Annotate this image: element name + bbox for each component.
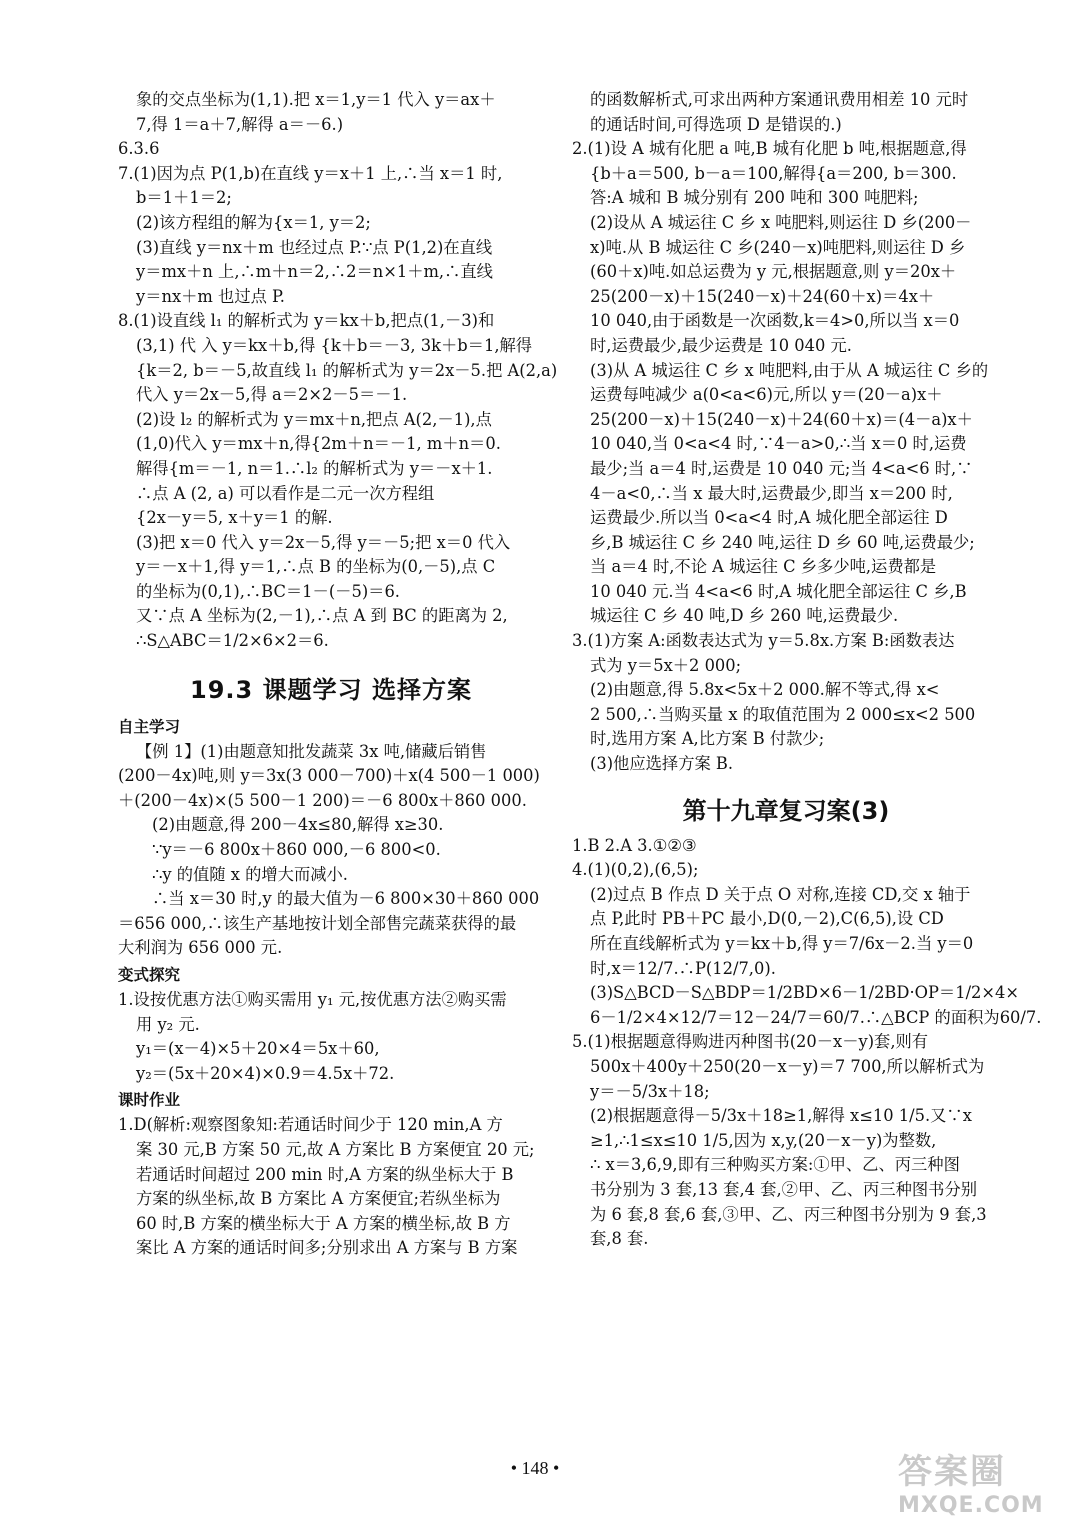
text-line: {k＝2, b＝－5,故直线 l₁ 的解析式为 y＝2x－5.把 A(2,a) — [136, 360, 558, 380]
text-line: y＝－5/3x＋18; — [590, 1081, 710, 1101]
page-number: • 148 • — [510, 1458, 560, 1478]
text-line: 10 040,当 0<a<4 时,∵4－a>0,∴当 x＝0 时,运费 — [590, 434, 967, 454]
text-line: (2)过点 B 作点 D 关于点 O 对称,连接 CD,交 x 轴于 — [590, 884, 971, 904]
text-line: 大利润为 656 000 元. — [118, 938, 283, 958]
text-line: 【例 1】(1)由题意知批发蔬菜 3x 吨,储藏后销售 — [136, 741, 487, 761]
text-line: ∵y＝－6 800x＋860 000,－6 800<0. — [152, 840, 441, 860]
left-lines-a — [118, 88, 558, 654]
text-line: {2x－y＝5, x＋y＝1 的解. — [136, 508, 333, 528]
text-line: 1.设按优惠方法①购买需用 y₁ 元,按优惠方法②购买需 — [118, 990, 507, 1009]
text-line: 运费每吨减少 a(0<a<6)元,所以 y＝(20－a)x＋ — [590, 385, 943, 405]
text-line: y＝nx＋m 也过点 P. — [136, 286, 285, 306]
text-line: 6.3.6 — [118, 139, 160, 159]
right-column — [572, 88, 1042, 1252]
text-line: 用 y₂ 元. — [136, 1014, 200, 1034]
text-line: 的函数解析式,可求出两种方案通讯费用相差 10 元时 — [590, 90, 969, 109]
subheading-homework: 课时作业 — [118, 1091, 181, 1110]
text-line: 书分别为 3 套,13 套,4 套,②甲、乙、丙三种图书分别 — [590, 1179, 978, 1199]
text-line: (2)由题意,得 200－4x≤80,解得 x≥30. — [152, 815, 444, 835]
text-line: 最少;当 a＝4 时,运费是 10 040 元;当 4<a<6 时,∵ — [590, 458, 973, 478]
section-title-review: 第十九章复习案(3) — [682, 796, 890, 825]
text-line: 500x＋400y＋250(20－x－y)＝7 700,所以解析式为 — [590, 1056, 985, 1076]
text-line: 1.B 2.A 3.①②③ — [572, 835, 697, 855]
left-lines-c — [118, 988, 544, 1086]
text-line: 60 时,B 方案的横坐标大于 A 方案的横坐标,故 B 方 — [136, 1213, 511, 1233]
text-line: y₁＝(x－4)×5＋20×4＝5x＋60, — [136, 1039, 380, 1059]
text-line: 当 a＝4 时,不论 A 城运往 C 乡多少吨,运费都是 — [590, 557, 937, 577]
text-line: 6－1/2×4×12/7＝12－24/7＝60/7.∴△BCP 的面积为60/7. — [590, 1007, 1042, 1027]
text-line: (2)设 l₂ 的解析式为 y＝mx＋n,把点 A(2,－1),点 — [136, 409, 492, 429]
text-line: 又∵点 A 坐标为(2,－1),∴点 A 到 BC 的距离为 2, — [136, 606, 508, 626]
text-line: (3)他应选择方案 B. — [590, 754, 734, 774]
text-line: 乡,B 城运往 C 乡 240 吨,运往 D 乡 60 吨,运费最少; — [590, 532, 975, 552]
text-line: 10 040 元.当 4<a<6 时,A 城化肥全部运往 C 乡,B — [590, 581, 967, 601]
text-line: ∴点 A (2, a) 可以看作是二元一次方程组 — [136, 483, 435, 503]
watermark-text: 答案圈 — [898, 1452, 1006, 1492]
text-line: 7,得 1＝a＋7,解得 a＝－6.) — [136, 114, 344, 134]
left-lines-d — [118, 1113, 544, 1261]
subheading-variation: 变式探究 — [118, 966, 181, 984]
watermark-logo — [898, 1450, 1058, 1530]
text-line: 若通话时间超过 200 min 时,A 方案的纵坐标大于 B — [136, 1164, 514, 1184]
text-line: 7.(1)因为点 P(1,b)在直线 y＝x＋1 上,∴当 x＝1 时, — [118, 163, 503, 183]
text-line: 3.(1)方案 A:函数表达式为 y＝5.8x.方案 B:函数表达 — [572, 631, 955, 651]
text-line: 案 30 元,B 方案 50 元,故 A 方案比 B 方案便宜 20 元; — [136, 1139, 535, 1159]
text-line: 2 500,∴当购买量 x 的取值范围为 2 000≤x<2 500 — [590, 704, 976, 724]
watermark-domain: MXQE.COM — [898, 1493, 1044, 1518]
text-line: 运费最少.所以当 0<a<4 时,A 城化肥全部运往 D — [590, 508, 948, 528]
text-line: (2)设从 A 城运往 C 乡 x 吨肥料,则运往 D 乡(200－ — [590, 212, 972, 232]
text-line: 5.(1)根据题意得购进丙种图书(20－x－y)套,则有 — [572, 1032, 929, 1052]
right-lines-b — [572, 834, 1042, 1252]
text-line: 4－a<0,∴当 x 最大时,运费最少,即当 x＝200 时, — [590, 483, 953, 503]
text-line: (200－4x)吨,则 y＝3x(3 000－700)＋x(4 500－1 000) — [118, 766, 540, 786]
text-line: (60＋x)吨.如总运费为 y 元,根据题意,则 y＝20x＋ — [590, 262, 957, 282]
text-line: 时,x＝12/7.∴P(12/7,0). — [590, 958, 776, 978]
text-line: 时,选用方案 A,比方案 B 付款少; — [590, 729, 825, 749]
text-line: 2.(1)设 A 城有化肥 a 吨,B 城有化肥 b 吨,根据题意,得 — [572, 139, 967, 159]
text-line: 所在直线解析式为 y＝kx＋b,得 y＝7/6x－2.当 y＝0 — [590, 934, 974, 953]
text-line: ∴y 的值随 x 的增大而减小. — [152, 864, 348, 884]
text-line: 8.(1)设直线 l₁ 的解析式为 y＝kx＋b,把点(1,－3)和 — [118, 311, 495, 331]
text-line: 时,运费最少,最少运费是 10 040 元. — [590, 335, 852, 355]
text-line: ＝656 000,∴该生产基地按计划全部售完蔬菜获得的最 — [118, 913, 517, 933]
text-line: y＝－x＋1,得 y＝1,∴点 B 的坐标为(0,－5),点 C — [136, 557, 496, 577]
text-line: 方案的纵坐标,故 B 方案比 A 方案便宜;若纵坐标为 — [136, 1189, 501, 1209]
text-line: 城运往 C 乡 40 吨,D 乡 260 吨,运费最少. — [590, 606, 899, 626]
text-line: (1,0)代入 y＝mx＋n,得{2m＋n＝－1, m＋n＝0. — [136, 434, 501, 454]
left-lines-b — [118, 740, 544, 961]
text-line: y＝mx＋n 上,∴m＋n＝2,∴2＝n×1＋m,∴直线 — [136, 262, 493, 282]
subheading-self-study: 自主学习 — [118, 717, 181, 736]
text-line: (3)从 A 城运往 C 乡 x 吨肥料,由于从 A 城运往 C 乡的 — [590, 360, 989, 380]
text-line: 案比 A 方案的通话时间多;分别求出 A 方案与 B 方案 — [136, 1238, 518, 1258]
text-line: 代入 y＝2x－5,得 a＝2×2－5＝－1. — [136, 385, 408, 405]
text-line: 25(200－x)＋15(240－x)＋24(60＋x)＝(4－a)x＋ — [590, 409, 973, 429]
text-line: 象的交点坐标为(1,1).把 x＝1,y＝1 代入 y＝ax＋ — [136, 90, 496, 109]
text-line: (3)把 x＝0 代入 y＝2x－5,得 y＝－5;把 x＝0 代入 — [136, 532, 511, 552]
text-line: (2)由题意,得 5.8x<5x＋2 000.解不等式,得 x< — [590, 680, 940, 700]
left-column — [118, 88, 558, 1261]
text-line: b＝1＋1＝2; — [136, 188, 232, 208]
text-line: (2)该方程组的解为{x＝1, y＝2; — [136, 212, 371, 232]
text-line: (2)根据题意得－5/3x＋18≥1,解得 x≤10 1/5.又∵x — [590, 1106, 972, 1126]
text-line: 式为 y＝5x＋2 000; — [590, 655, 742, 675]
text-line: 为 6 套,8 套,6 套,③甲、乙、丙三种图书分别为 9 套,3 — [590, 1204, 987, 1224]
text-line: ＋(200－4x)×(5 500－1 200)＝－6 800x＋860 000. — [118, 790, 527, 810]
text-line: y₂＝(5x＋20×4)×0.9＝4.5x＋72. — [136, 1063, 395, 1083]
text-line: 套,8 套. — [590, 1229, 649, 1249]
text-line: (3)直线 y＝nx＋m 也经过点 P.∵点 P(1,2)在直线 — [136, 237, 493, 257]
text-line: ≥1,∴1≤x≤10 1/5,因为 x,y,(20－x－y)为整数, — [590, 1130, 937, 1150]
text-line: ∴ x＝3,6,9,即有三种购买方案:①甲、乙、丙三种图 — [590, 1155, 960, 1175]
text-line: 点 P,此时 PB＋PC 最小,D(0,－2),C(6,5),设 CD — [590, 909, 944, 929]
text-line: (3,1) 代 入 y＝kx＋b,得 {k＋b＝－3, 3k＋b＝1,解得 — [136, 335, 533, 355]
text-line: (3)S△BCD－S△BDP＝1/2BD×6－1/2BD·OP＝1/2×4× — [590, 983, 1020, 1003]
text-line: 解得{m＝－1, n＝1.∴l₂ 的解析式为 y＝－x＋1. — [136, 458, 493, 478]
text-line: 10 040,由于函数是一次函数,k＝4>0,所以当 x＝0 — [590, 311, 960, 331]
text-line: 的通话时间,可得选项 D 是错误的.) — [590, 114, 842, 134]
text-line: 答:A 城和 B 城分别有 200 吨和 300 吨肥料; — [590, 188, 919, 208]
right-lines-a — [572, 88, 1000, 777]
text-line: ∴S△ABC＝1/2×6×2＝6. — [136, 631, 329, 651]
text-line: x)吨.从 B 城运往 C 乡(240－x)吨肥料,则运往 D 乡 — [590, 237, 966, 257]
text-line: 25(200－x)＋15(240－x)＋24(60＋x)＝4x＋ — [590, 286, 935, 306]
text-line: ∴当 x＝30 时,y 的最大值为－6 800×30＋860 000 — [152, 889, 540, 909]
text-line: 1.D(解析:观察图象知:若通话时间少于 120 min,A 方 — [118, 1115, 503, 1135]
text-line: 的坐标为(0,1),∴BC＝1－(－5)＝6. — [136, 581, 400, 601]
section-title-19-3: 19.3 课题学习 选择方案 — [190, 675, 472, 704]
text-line: 4.(1)(0,2),(6,5); — [572, 860, 699, 880]
text-line: {b＋a＝500, b－a＝100,解得{a＝200, b＝300. — [590, 163, 957, 183]
